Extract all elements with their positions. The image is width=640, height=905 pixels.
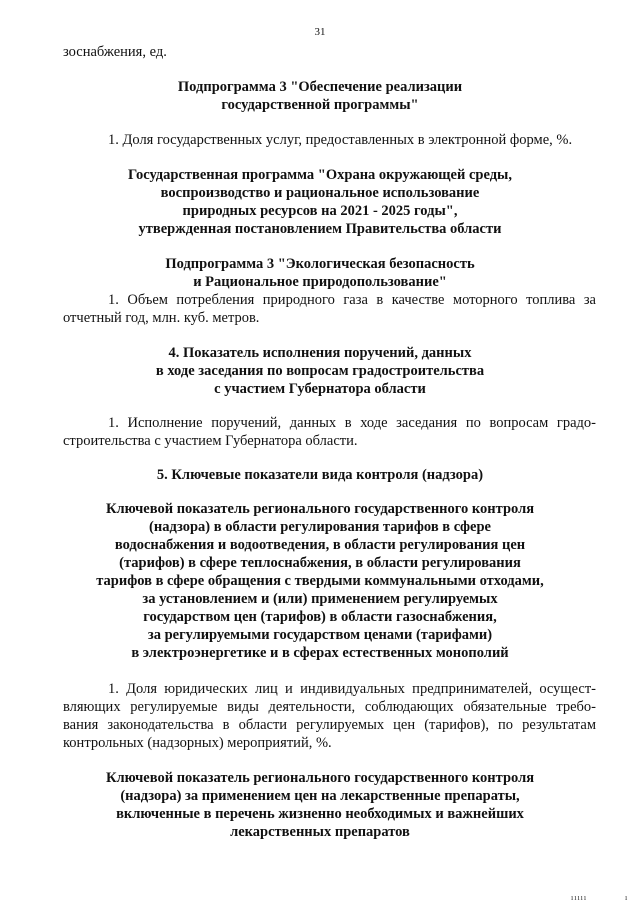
indicator-heading: государством цен (тарифов) в области газоснабжения, bbox=[143, 609, 497, 625]
indicator-item: 1. Объем потребления природного газа в качестве моторного топлива за bbox=[108, 292, 596, 308]
scan-mark: ı bbox=[625, 893, 629, 902]
indicator-heading: за регулируемыми государством ценами (тарифами) bbox=[147, 627, 493, 643]
indicator-heading: (надзора) за применением цен на лекарственные препараты, bbox=[120, 788, 520, 804]
indicator-heading: Ключевой показатель регионального государственного контроля bbox=[105, 770, 535, 786]
program-heading: природных ресурсов на 2021 - 2025 годы", bbox=[182, 203, 458, 219]
subprogram-heading: и Рациональное природопользование" bbox=[193, 274, 447, 290]
indicator-heading: (тарифов) в сфере теплоснабжения, в области регулирования bbox=[119, 555, 521, 571]
text-line: вляющих регулируемые виды деятельности, соблюдающих обязательные требо- bbox=[63, 699, 596, 715]
section-heading: 5. Ключевые показатели вида контроля (надзора) bbox=[156, 467, 484, 483]
indicator-item: 1. Исполнение поручений, данных в ходе заседания по вопросам градо- bbox=[108, 415, 596, 431]
section-heading: 4. Показатель исполнения поручений, данных bbox=[168, 345, 472, 361]
scan-mark: ııııı bbox=[571, 893, 588, 902]
indicator-heading: включенные в перечень жизненно необходимых и важнейших bbox=[116, 806, 524, 822]
subprogram-heading: государственной программы" bbox=[221, 97, 419, 113]
program-heading: Государственная программа "Охрана окружающей среды, bbox=[128, 167, 512, 183]
text-line: вания законодательства в области регулируемых цен (тарифов), по результатам bbox=[63, 717, 596, 733]
subprogram-heading: Подпрограмма 3 "Обеспечение реализации bbox=[177, 79, 463, 95]
indicator-heading: (надзора) в области регулирования тарифов в сфере bbox=[149, 519, 491, 535]
indicator-heading: в электроэнергетике и в сферах естественных монополий bbox=[131, 645, 509, 661]
indicator-heading: Ключевой показатель регионального государственного контроля bbox=[105, 501, 535, 517]
subprogram-heading: Подпрограмма 3 "Экологическая безопасность bbox=[165, 256, 475, 272]
program-heading: воспроизводство и рациональное использование bbox=[160, 185, 480, 201]
indicator-heading: за установлением и (или) применением регулируемых bbox=[142, 591, 498, 607]
indicator-heading: тарифов в сфере обращения с твердыми коммунальными отходами, bbox=[96, 573, 544, 589]
text-line: контрольных (надзорных) мероприятий, %. bbox=[63, 735, 332, 751]
section-heading: в ходе заседания по вопросам градостроительства bbox=[155, 363, 485, 379]
section-heading: с участием Губернатора области bbox=[214, 381, 426, 397]
indicator-item: 1. Доля юридических лиц и индивидуальных предпринимателей, осущест- bbox=[108, 681, 596, 697]
text-line: зоснабжения, ед. bbox=[63, 44, 167, 60]
text-line: отчетный год, млн. куб. метров. bbox=[63, 310, 260, 326]
text-line: строительства с участием Губернатора области. bbox=[63, 433, 358, 449]
program-heading: утвержденная постановлением Правительства области bbox=[138, 221, 502, 237]
page-number: 31 bbox=[314, 26, 326, 38]
indicator-item: 1. Доля государственных услуг, предоставленных в электронной форме, %. bbox=[108, 132, 573, 148]
indicator-heading: лекарственных препаратов bbox=[230, 824, 410, 840]
indicator-heading: водоснабжения и водоотведения, в области регулирования цен bbox=[114, 537, 526, 553]
